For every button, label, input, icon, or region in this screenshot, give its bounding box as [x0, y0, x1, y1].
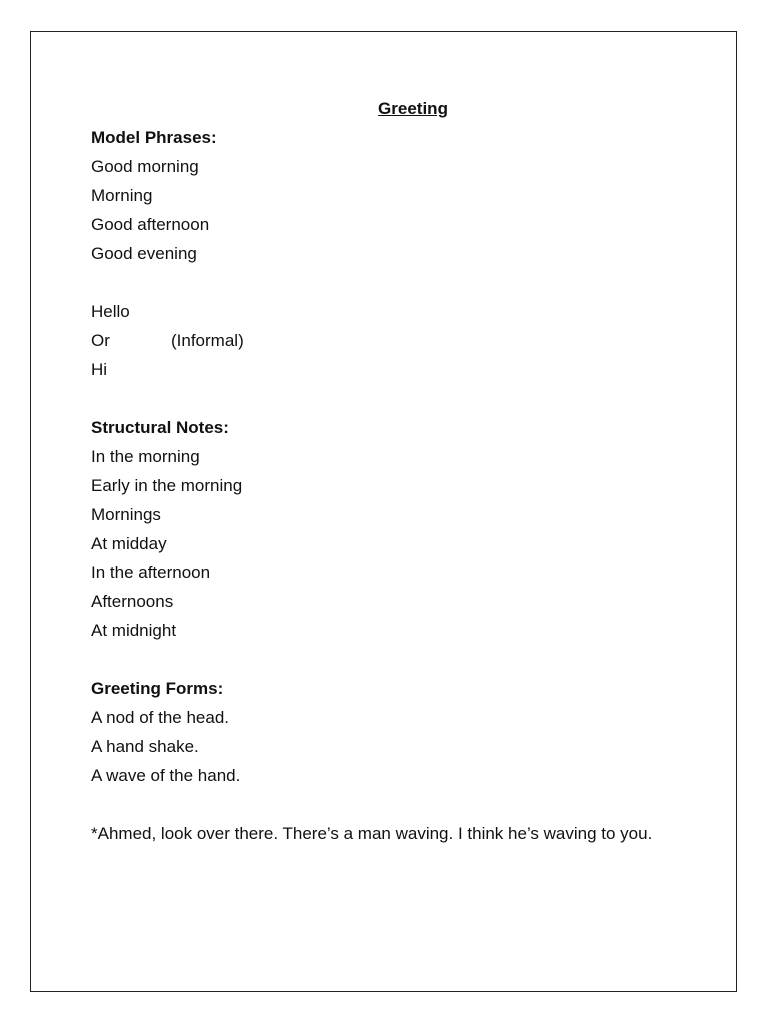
- document-title: Greeting: [378, 99, 448, 118]
- informal-or-row: [91, 326, 691, 355]
- structural-note-item: Early in the morning: [91, 476, 243, 495]
- greeting-form-item: A hand shake.: [91, 737, 199, 756]
- spacer: [91, 268, 691, 297]
- greeting-forms-heading: Greeting Forms:: [91, 679, 224, 698]
- structural-notes-heading: Structural Notes:: [91, 418, 229, 437]
- informal-or: Or: [91, 331, 110, 350]
- example-sentence: *Ahmed, look over there. There’s a man waving. I think he’s waving to you.: [91, 824, 653, 843]
- model-phrase-item: Good afternoon: [91, 215, 210, 234]
- model-phrase-item: Morning: [91, 186, 153, 205]
- greeting-form-item: A wave of the hand.: [91, 766, 241, 785]
- structural-note-item: At midday: [91, 534, 167, 553]
- model-phrase-item: Good morning: [91, 157, 199, 176]
- structural-note-item: Mornings: [91, 505, 161, 524]
- model-phrases-heading: Model Phrases:: [91, 128, 217, 147]
- spacer: [91, 790, 691, 819]
- structural-note-item: At midnight: [91, 621, 177, 640]
- spacer: [91, 645, 691, 674]
- structural-note-item: In the morning: [91, 447, 200, 466]
- document-content: [91, 94, 691, 848]
- structural-note-item: In the afternoon: [91, 563, 211, 582]
- informal-hello: Hello: [91, 302, 130, 321]
- model-phrase-item: Good evening: [91, 244, 197, 263]
- document-page: [30, 31, 737, 992]
- structural-note-item: Afternoons: [91, 592, 174, 611]
- spacer: [91, 384, 691, 413]
- informal-hi: Hi: [91, 360, 108, 379]
- informal-label: (Informal): [171, 331, 244, 350]
- greeting-form-item: A nod of the head.: [91, 708, 230, 727]
